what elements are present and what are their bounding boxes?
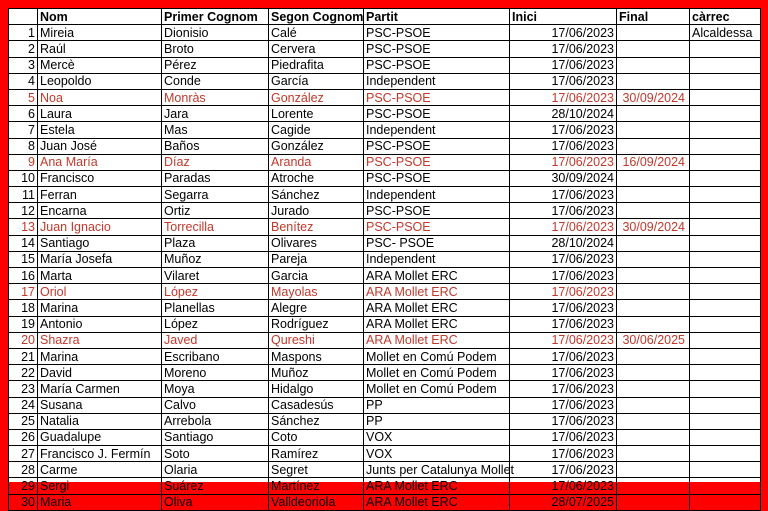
table-row xyxy=(9,494,761,510)
row-number[interactable]: 24 xyxy=(9,397,38,413)
row-number[interactable]: 10 xyxy=(9,170,38,186)
cell-primer-cognom[interactable]: Soto xyxy=(162,446,269,462)
cell-partit[interactable]: Independent xyxy=(364,122,510,138)
table-row xyxy=(9,478,761,494)
cell-inici[interactable]: 17/06/2023 xyxy=(510,446,617,462)
cell-carrec[interactable] xyxy=(690,170,761,186)
row-number[interactable]: 12 xyxy=(9,203,38,219)
header-row xyxy=(9,9,761,25)
cell-partit[interactable]: PSC-PSOE xyxy=(364,170,510,186)
table-row xyxy=(9,106,761,122)
row-number[interactable]: 13 xyxy=(9,219,38,235)
cell-primer-cognom[interactable]: Conde xyxy=(162,73,269,89)
cell-inici[interactable]: 17/06/2023 xyxy=(510,332,617,348)
cell-final[interactable]: 30/09/2024 xyxy=(617,89,690,105)
cell-primer-cognom[interactable]: Ortiz xyxy=(162,203,269,219)
cell-segon-cognom[interactable]: García xyxy=(269,73,364,89)
cell-partit[interactable]: ARA Mollet ERC xyxy=(364,268,510,284)
cell-partit[interactable]: Mollet en Comú Podem xyxy=(364,365,510,381)
row-number[interactable]: 18 xyxy=(9,300,38,316)
cell-carrec[interactable] xyxy=(690,332,761,348)
cell-nom[interactable]: Francisco xyxy=(38,170,162,186)
cell-inici[interactable]: 28/07/2025 xyxy=(510,494,617,510)
cell-carrec[interactable] xyxy=(690,106,761,122)
cell-final[interactable] xyxy=(617,446,690,462)
cell-partit[interactable]: Junts per Catalunya Mollet xyxy=(364,462,510,478)
cell-nom[interactable]: María Josefa xyxy=(38,251,162,267)
cell-partit[interactable]: PSC-PSOE xyxy=(364,203,510,219)
cell-segon-cognom[interactable]: Lorente xyxy=(269,106,364,122)
cell-primer-cognom[interactable]: Díaz xyxy=(162,154,269,170)
cell-carrec[interactable]: Alcaldessa xyxy=(690,25,761,41)
header-inici[interactable]: Inici xyxy=(510,9,617,25)
cell-primer-cognom[interactable]: Broto xyxy=(162,41,269,57)
cell-nom[interactable]: Raúl xyxy=(38,41,162,57)
cell-final[interactable] xyxy=(617,478,690,494)
cell-partit[interactable]: Mollet en Comú Podem xyxy=(364,381,510,397)
cell-partit[interactable]: ARA Mollet ERC xyxy=(364,284,510,300)
cell-nom[interactable]: Natalia xyxy=(38,413,162,429)
cell-final[interactable] xyxy=(617,57,690,73)
cell-carrec[interactable] xyxy=(690,89,761,105)
spreadsheet-frame xyxy=(8,8,760,510)
cell-carrec[interactable] xyxy=(690,446,761,462)
cell-primer-cognom[interactable]: López xyxy=(162,284,269,300)
cell-segon-cognom[interactable]: Muñoz xyxy=(269,365,364,381)
cell-final[interactable] xyxy=(617,494,690,510)
cell-segon-cognom[interactable]: Ramírez xyxy=(269,446,364,462)
cell-partit[interactable]: PSC-PSOE xyxy=(364,89,510,105)
cell-primer-cognom[interactable]: Suárez xyxy=(162,478,269,494)
table-row xyxy=(9,316,761,332)
cell-inici[interactable]: 17/06/2023 xyxy=(510,251,617,267)
cell-segon-cognom[interactable]: Hidalgo xyxy=(269,381,364,397)
header-num xyxy=(9,9,38,25)
cell-final[interactable]: 30/09/2024 xyxy=(617,219,690,235)
cell-partit[interactable]: Mollet en Comú Podem xyxy=(364,348,510,364)
table-row xyxy=(9,203,761,219)
cell-partit[interactable]: ARA Mollet ERC xyxy=(364,478,510,494)
cell-segon-cognom[interactable]: Alegre xyxy=(269,300,364,316)
row-number[interactable]: 1 xyxy=(9,25,38,41)
cell-final[interactable] xyxy=(617,251,690,267)
table-row xyxy=(9,429,761,445)
cell-final[interactable] xyxy=(617,25,690,41)
row-number[interactable]: 20 xyxy=(9,332,38,348)
cell-final[interactable] xyxy=(617,73,690,89)
header-carrec[interactable]: càrrec xyxy=(690,9,761,25)
cell-segon-cognom[interactable]: Segret xyxy=(269,462,364,478)
cell-segon-cognom[interactable]: Casadesús xyxy=(269,397,364,413)
cell-inici[interactable]: 17/06/2023 xyxy=(510,429,617,445)
cell-final[interactable] xyxy=(617,41,690,57)
table-row xyxy=(9,154,761,170)
cell-carrec[interactable] xyxy=(690,478,761,494)
table-row xyxy=(9,268,761,284)
cell-nom[interactable]: Antonio xyxy=(38,316,162,332)
cell-primer-cognom[interactable]: Oliva xyxy=(162,494,269,510)
cell-final[interactable] xyxy=(617,381,690,397)
row-number[interactable]: 25 xyxy=(9,413,38,429)
councillors-table xyxy=(8,8,761,511)
cell-primer-cognom[interactable]: Torrecilla xyxy=(162,219,269,235)
cell-partit[interactable]: VOX xyxy=(364,429,510,445)
cell-segon-cognom[interactable]: Atroche xyxy=(269,170,364,186)
cell-nom[interactable]: Mercè xyxy=(38,57,162,73)
cell-carrec[interactable] xyxy=(690,219,761,235)
cell-primer-cognom[interactable]: Calvo xyxy=(162,397,269,413)
cell-final[interactable] xyxy=(617,348,690,364)
cell-nom[interactable]: Juan Ignacio xyxy=(38,219,162,235)
cell-carrec[interactable] xyxy=(690,251,761,267)
row-number[interactable]: 5 xyxy=(9,89,38,105)
cell-nom[interactable]: Laura xyxy=(38,106,162,122)
cell-final[interactable] xyxy=(617,106,690,122)
cell-primer-cognom[interactable]: Muñoz xyxy=(162,251,269,267)
cell-partit[interactable]: PSC-PSOE xyxy=(364,106,510,122)
cell-inici[interactable]: 17/06/2023 xyxy=(510,397,617,413)
cell-partit[interactable]: ARA Mollet ERC xyxy=(364,316,510,332)
table-row xyxy=(9,25,761,41)
cell-nom[interactable]: Ana María xyxy=(38,154,162,170)
cell-final[interactable] xyxy=(617,413,690,429)
row-number[interactable]: 3 xyxy=(9,57,38,73)
cell-nom[interactable]: Marina xyxy=(38,348,162,364)
cell-primer-cognom[interactable]: Jara xyxy=(162,106,269,122)
cell-inici[interactable]: 17/06/2023 xyxy=(510,348,617,364)
cell-carrec[interactable] xyxy=(690,300,761,316)
cell-segon-cognom[interactable]: Mayolas xyxy=(269,284,364,300)
cell-carrec[interactable] xyxy=(690,462,761,478)
cell-primer-cognom[interactable]: Paradas xyxy=(162,170,269,186)
table-row xyxy=(9,187,761,203)
cell-partit[interactable]: ARA Mollet ERC xyxy=(364,300,510,316)
cell-segon-cognom[interactable]: Garcia xyxy=(269,268,364,284)
cell-final[interactable] xyxy=(617,235,690,251)
cell-nom[interactable]: Oriol xyxy=(38,284,162,300)
cell-inici[interactable]: 17/06/2023 xyxy=(510,268,617,284)
cell-segon-cognom[interactable]: Qureshi xyxy=(269,332,364,348)
table-row xyxy=(9,170,761,186)
cell-partit[interactable]: Independent xyxy=(364,251,510,267)
cell-final[interactable] xyxy=(617,203,690,219)
row-number[interactable]: 14 xyxy=(9,235,38,251)
cell-carrec[interactable] xyxy=(690,154,761,170)
cell-primer-cognom[interactable]: Dionisio xyxy=(162,25,269,41)
cell-segon-cognom[interactable]: Maspons xyxy=(269,348,364,364)
row-number[interactable]: 21 xyxy=(9,348,38,364)
cell-partit[interactable]: PSC-PSOE xyxy=(364,41,510,57)
cell-inici[interactable]: 17/06/2023 xyxy=(510,73,617,89)
cell-final[interactable] xyxy=(617,365,690,381)
cell-nom[interactable]: Guadalupe xyxy=(38,429,162,445)
cell-segon-cognom[interactable]: Sánchez xyxy=(269,187,364,203)
cell-primer-cognom[interactable]: Planellas xyxy=(162,300,269,316)
cell-primer-cognom[interactable]: Segarra xyxy=(162,187,269,203)
cell-inici[interactable]: 17/06/2023 xyxy=(510,203,617,219)
cell-primer-cognom[interactable]: Vilaret xyxy=(162,268,269,284)
cell-nom[interactable]: Marina xyxy=(38,300,162,316)
cell-nom[interactable]: Susana xyxy=(38,397,162,413)
row-number[interactable]: 4 xyxy=(9,73,38,89)
cell-nom[interactable]: Encarna xyxy=(38,203,162,219)
row-number[interactable]: 30 xyxy=(9,494,38,510)
header-nom[interactable]: Nom xyxy=(38,9,162,25)
cell-final[interactable]: 16/09/2024 xyxy=(617,154,690,170)
table-row xyxy=(9,73,761,89)
row-number[interactable]: 15 xyxy=(9,251,38,267)
cell-final[interactable] xyxy=(617,397,690,413)
cell-primer-cognom[interactable]: Moya xyxy=(162,381,269,397)
cell-carrec[interactable] xyxy=(690,494,761,510)
cell-segon-cognom[interactable]: Pareja xyxy=(269,251,364,267)
cell-segon-cognom[interactable]: Calé xyxy=(269,25,364,41)
cell-primer-cognom[interactable]: Santiago xyxy=(162,429,269,445)
cell-partit[interactable]: VOX xyxy=(364,446,510,462)
cell-carrec[interactable] xyxy=(690,348,761,364)
cell-carrec[interactable] xyxy=(690,57,761,73)
cell-inici[interactable]: 17/06/2023 xyxy=(510,462,617,478)
cell-carrec[interactable] xyxy=(690,122,761,138)
table-row xyxy=(9,348,761,364)
cell-carrec[interactable] xyxy=(690,397,761,413)
table-row xyxy=(9,381,761,397)
cell-carrec[interactable] xyxy=(690,284,761,300)
cell-inici[interactable]: 17/06/2023 xyxy=(510,284,617,300)
cell-carrec[interactable] xyxy=(690,203,761,219)
header-final[interactable]: Final xyxy=(617,9,690,25)
table-row xyxy=(9,446,761,462)
cell-primer-cognom[interactable]: Baños xyxy=(162,138,269,154)
cell-inici[interactable]: 17/06/2023 xyxy=(510,57,617,73)
cell-nom[interactable]: Carme xyxy=(38,462,162,478)
row-number[interactable]: 17 xyxy=(9,284,38,300)
cell-segon-cognom[interactable]: Benítez xyxy=(269,219,364,235)
table-row xyxy=(9,300,761,316)
cell-partit[interactable]: PSC-PSOE xyxy=(364,25,510,41)
cell-segon-cognom[interactable]: González xyxy=(269,138,364,154)
cell-carrec[interactable] xyxy=(690,381,761,397)
cell-carrec[interactable] xyxy=(690,268,761,284)
row-number[interactable]: 2 xyxy=(9,41,38,57)
cell-partit[interactable]: PSC- PSOE xyxy=(364,235,510,251)
cell-partit[interactable]: Independent xyxy=(364,187,510,203)
cell-segon-cognom[interactable]: Olivares xyxy=(269,235,364,251)
cell-carrec[interactable] xyxy=(690,41,761,57)
cell-final[interactable] xyxy=(617,284,690,300)
cell-inici[interactable]: 17/06/2023 xyxy=(510,41,617,57)
cell-carrec[interactable] xyxy=(690,235,761,251)
cell-nom[interactable]: Noa xyxy=(38,89,162,105)
cell-inici[interactable]: 17/06/2023 xyxy=(510,316,617,332)
cell-primer-cognom[interactable]: Moreno xyxy=(162,365,269,381)
cell-nom[interactable]: Estela xyxy=(38,122,162,138)
cell-segon-cognom[interactable]: Cervera xyxy=(269,41,364,57)
cell-partit[interactable]: Independent xyxy=(364,73,510,89)
row-number[interactable]: 22 xyxy=(9,365,38,381)
cell-partit[interactable]: PP xyxy=(364,397,510,413)
cell-segon-cognom[interactable]: Piedrafita xyxy=(269,57,364,73)
cell-carrec[interactable] xyxy=(690,187,761,203)
cell-carrec[interactable] xyxy=(690,316,761,332)
header-primer-cognom[interactable]: Primer Cognom xyxy=(162,9,269,25)
cell-inici[interactable]: 17/06/2023 xyxy=(510,187,617,203)
cell-segon-cognom[interactable]: Sánchez xyxy=(269,413,364,429)
cell-nom[interactable]: Marta xyxy=(38,268,162,284)
cell-nom[interactable]: Sergi xyxy=(38,478,162,494)
row-number[interactable]: 26 xyxy=(9,429,38,445)
cell-segon-cognom[interactable]: Aranda xyxy=(269,154,364,170)
cell-final[interactable] xyxy=(617,122,690,138)
cell-nom[interactable]: Santiago xyxy=(38,235,162,251)
cell-final[interactable] xyxy=(617,462,690,478)
cell-nom[interactable]: Maria xyxy=(38,494,162,510)
cell-carrec[interactable] xyxy=(690,138,761,154)
table-row xyxy=(9,251,761,267)
cell-partit[interactable]: PSC-PSOE xyxy=(364,154,510,170)
row-number[interactable]: 8 xyxy=(9,138,38,154)
cell-inici[interactable]: 17/06/2023 xyxy=(510,154,617,170)
cell-segon-cognom[interactable]: Rodríguez xyxy=(269,316,364,332)
cell-partit[interactable]: ARA Mollet ERC xyxy=(364,332,510,348)
row-number[interactable]: 9 xyxy=(9,154,38,170)
cell-partit[interactable]: ARA Mollet ERC xyxy=(364,494,510,510)
cell-inici[interactable]: 17/06/2023 xyxy=(510,219,617,235)
row-number[interactable]: 7 xyxy=(9,122,38,138)
cell-carrec[interactable] xyxy=(690,413,761,429)
cell-final[interactable]: 30/06/2025 xyxy=(617,332,690,348)
cell-nom[interactable]: Shazra xyxy=(38,332,162,348)
cell-final[interactable] xyxy=(617,268,690,284)
cell-partit[interactable]: PSC-PSOE xyxy=(364,57,510,73)
cell-segon-cognom[interactable]: Martínez xyxy=(269,478,364,494)
cell-inici[interactable]: 28/10/2024 xyxy=(510,106,617,122)
cell-final[interactable] xyxy=(617,138,690,154)
cell-carrec[interactable] xyxy=(690,73,761,89)
cell-inici[interactable]: 17/06/2023 xyxy=(510,122,617,138)
cell-final[interactable] xyxy=(617,170,690,186)
cell-inici[interactable]: 17/06/2023 xyxy=(510,89,617,105)
cell-segon-cognom[interactable]: González xyxy=(269,89,364,105)
cell-nom[interactable]: Juan José xyxy=(38,138,162,154)
cell-primer-cognom[interactable]: Pérez xyxy=(162,57,269,73)
table-body xyxy=(9,25,761,511)
row-number[interactable]: 27 xyxy=(9,446,38,462)
cell-primer-cognom[interactable]: Escribano xyxy=(162,348,269,364)
cell-inici[interactable]: 17/06/2023 xyxy=(510,300,617,316)
cell-final[interactable] xyxy=(617,429,690,445)
cell-segon-cognom[interactable]: Cagide xyxy=(269,122,364,138)
cell-inici[interactable]: 17/06/2023 xyxy=(510,138,617,154)
cell-inici[interactable]: 28/10/2024 xyxy=(510,235,617,251)
row-number[interactable]: 11 xyxy=(9,187,38,203)
cell-carrec[interactable] xyxy=(690,429,761,445)
cell-primer-cognom[interactable]: López xyxy=(162,316,269,332)
cell-nom[interactable]: Leopoldo xyxy=(38,73,162,89)
cell-nom[interactable]: María Carmen xyxy=(38,381,162,397)
cell-inici[interactable]: 30/09/2024 xyxy=(510,170,617,186)
table-row xyxy=(9,235,761,251)
row-number[interactable]: 23 xyxy=(9,381,38,397)
cell-inici[interactable]: 17/06/2023 xyxy=(510,381,617,397)
cell-primer-cognom[interactable]: Olaria xyxy=(162,462,269,478)
row-number[interactable]: 19 xyxy=(9,316,38,332)
cell-final[interactable] xyxy=(617,300,690,316)
cell-partit[interactable]: PP xyxy=(364,413,510,429)
table-row xyxy=(9,284,761,300)
cell-primer-cognom[interactable]: Mas xyxy=(162,122,269,138)
cell-partit[interactable]: PSC-PSOE xyxy=(364,138,510,154)
row-number[interactable]: 28 xyxy=(9,462,38,478)
cell-primer-cognom[interactable]: Javed xyxy=(162,332,269,348)
cell-segon-cognom[interactable]: Valldeoriola xyxy=(269,494,364,510)
cell-segon-cognom[interactable]: Coto xyxy=(269,429,364,445)
cell-partit[interactable]: PSC-PSOE xyxy=(364,219,510,235)
table-row xyxy=(9,122,761,138)
table-row xyxy=(9,462,761,478)
row-number[interactable]: 29 xyxy=(9,478,38,494)
cell-inici[interactable]: 17/06/2023 xyxy=(510,478,617,494)
cell-final[interactable] xyxy=(617,316,690,332)
table-row xyxy=(9,397,761,413)
table-row xyxy=(9,219,761,235)
table-row xyxy=(9,41,761,57)
cell-nom[interactable]: David xyxy=(38,365,162,381)
table-row xyxy=(9,89,761,105)
table-row xyxy=(9,413,761,429)
cell-primer-cognom[interactable]: Plaza xyxy=(162,235,269,251)
cell-carrec[interactable] xyxy=(690,365,761,381)
table-row xyxy=(9,138,761,154)
table-row xyxy=(9,57,761,73)
header-segon-cognom[interactable]: Segon Cognom xyxy=(269,9,364,25)
cell-nom[interactable]: Francisco J. Fermín xyxy=(38,446,162,462)
cell-primer-cognom[interactable]: Monràs xyxy=(162,89,269,105)
row-number[interactable]: 6 xyxy=(9,106,38,122)
cell-primer-cognom[interactable]: Arrebola xyxy=(162,413,269,429)
header-partit[interactable]: Partit xyxy=(364,9,510,25)
cell-inici[interactable]: 17/06/2023 xyxy=(510,413,617,429)
table-row xyxy=(9,365,761,381)
cell-final[interactable] xyxy=(617,187,690,203)
cell-inici[interactable]: 17/06/2023 xyxy=(510,365,617,381)
cell-nom[interactable]: Mireia xyxy=(38,25,162,41)
table-row xyxy=(9,332,761,348)
cell-nom[interactable]: Ferran xyxy=(38,187,162,203)
cell-segon-cognom[interactable]: Jurado xyxy=(269,203,364,219)
row-number[interactable]: 16 xyxy=(9,268,38,284)
cell-inici[interactable]: 17/06/2023 xyxy=(510,25,617,41)
